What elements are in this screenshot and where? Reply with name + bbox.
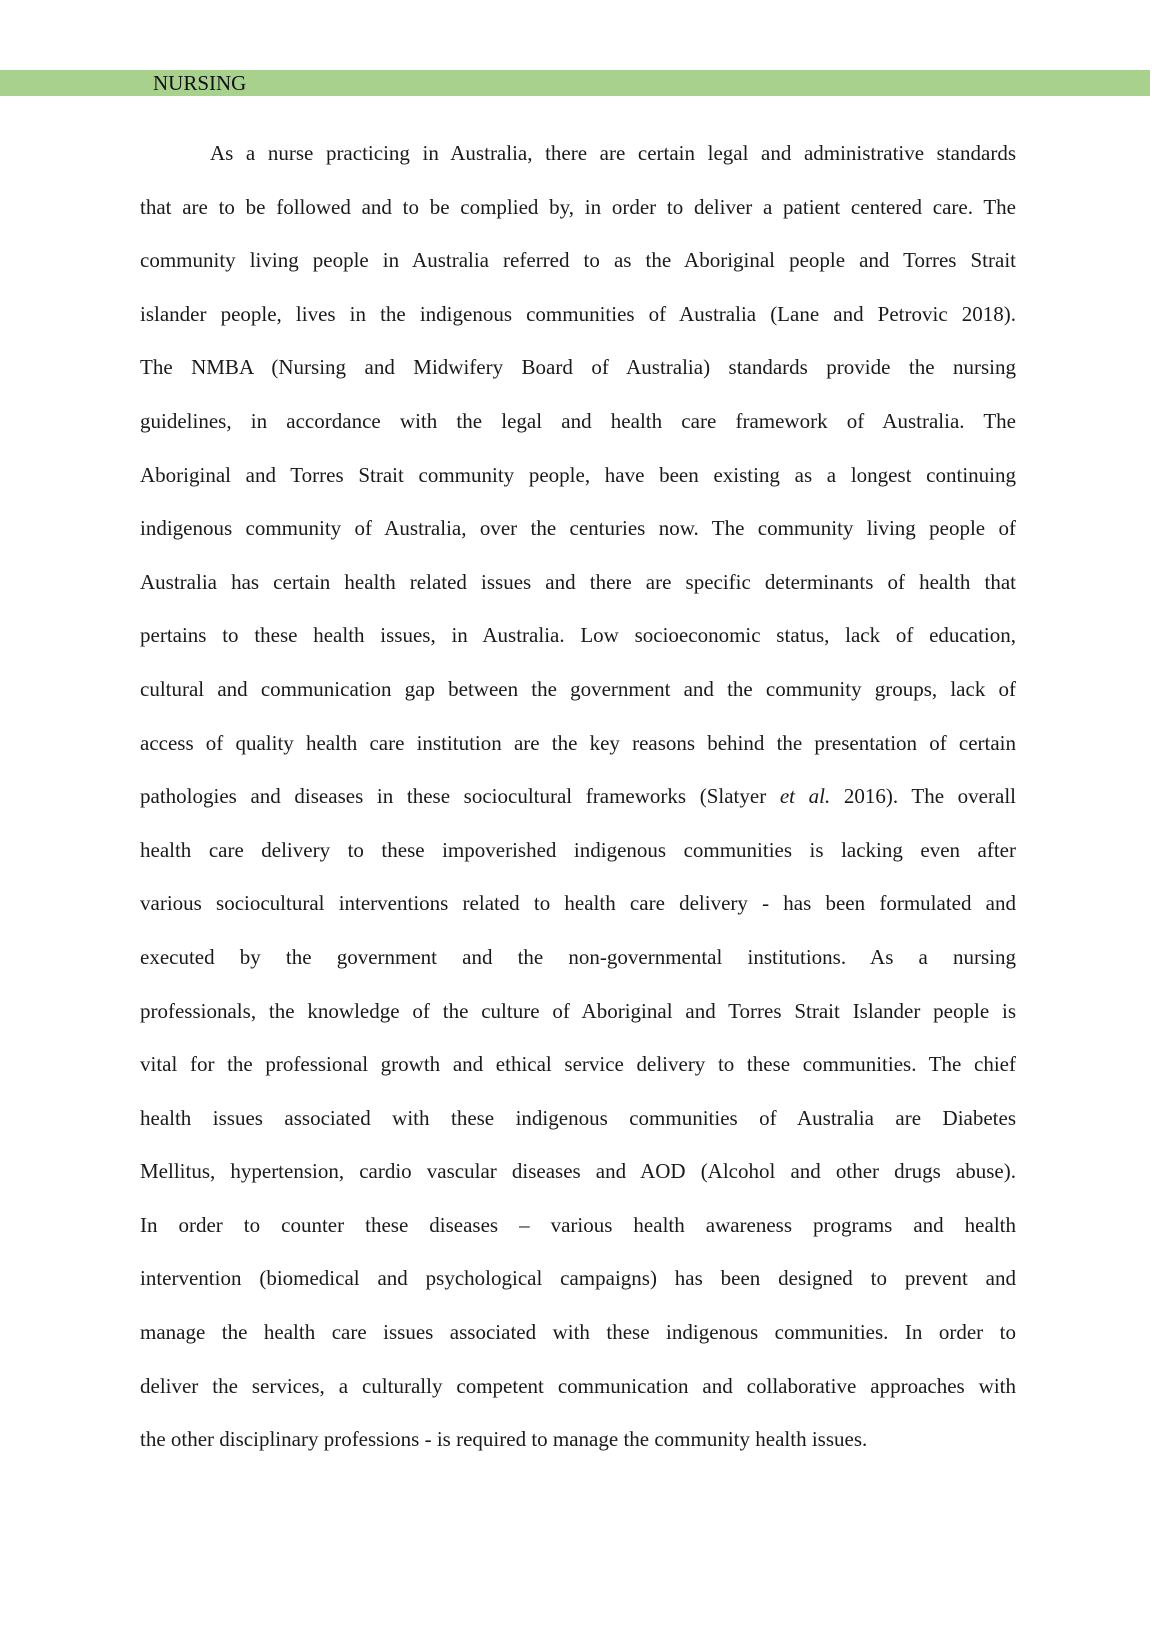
text-line: executed by the government and the non-governmental institutions. As a nursing (140, 944, 1016, 969)
text-line: access of quality health care institution are the key reasons behind the presentation of certain (140, 730, 1016, 755)
text-line: cultural and communication gap between the government and the community groups, lack of (140, 676, 1016, 701)
text-line: vital for the professional growth and ethical service delivery to these communities. The chief (140, 1052, 1016, 1077)
text-line: islander people, lives in the indigenous communities of Australia (Lane and Petrovic 2018). (140, 301, 1016, 326)
text-line: intervention (biomedical and psychological campaigns) has been designed to prevent and (140, 1266, 1016, 1291)
text-line: guidelines, in accordance with the legal and health care framework of Australia. The (140, 408, 1016, 433)
text-line: the other disciplinary professions - is required to manage the community health issues. (140, 1427, 868, 1452)
text-line: manage the health care issues associated with these indigenous communities. In order to (140, 1320, 1016, 1345)
text-line: various sociocultural interventions related to health care delivery - has been formulated and (140, 891, 1016, 916)
text-segment: 2016). The overall (830, 784, 1016, 809)
text-line: professionals, the knowledge of the culture of Aboriginal and Torres Strait Islander people is (140, 998, 1016, 1023)
text-line: Aboriginal and Torres Strait community people, have been existing as a longest continuing (140, 462, 1016, 487)
text-line: In order to counter these diseases – various health awareness programs and health (140, 1212, 1016, 1237)
text-segment: pathologies and diseases in these sociocultural frameworks (Slatyer (140, 784, 780, 809)
text-line: Australia has certain health related issues and there are specific determinants of health that (140, 569, 1016, 594)
text-line: pertains to these health issues, in Australia. Low socioeconomic status, lack of education, (140, 623, 1016, 648)
text-line: health care delivery to these impoverished indigenous communities is lacking even after (140, 837, 1016, 862)
text-line: community living people in Australia referred to as the Aboriginal people and Torres Strait (140, 248, 1016, 273)
text-line: As a nurse practicing in Australia, there are certain legal and administrative standards (210, 141, 1016, 165)
text-line: The NMBA (Nursing and Midwifery Board of Australia) standards provide the nursing (140, 355, 1016, 380)
text-line: deliver the services, a culturally competent communication and collaborative approaches with (140, 1373, 1016, 1398)
citation-et-al: et al. (779, 784, 831, 809)
text-line-citation (140, 776, 1016, 830)
body-paragraph (140, 133, 1016, 1473)
text-line: indigenous community of Australia, over the centuries now. The community living people of (140, 516, 1016, 541)
running-header (0, 70, 1150, 96)
text-line: Mellitus, hypertension, cardio vascular diseases and AOD (Alcohol and other drugs abuse). (140, 1159, 1016, 1184)
text-line: that are to be followed and to be complied by, in order to deliver a patient centered care. The (140, 194, 1016, 219)
header-title: NURSING (153, 71, 247, 95)
text-line: health issues associated with these indigenous communities of Australia are Diabetes (140, 1105, 1016, 1130)
